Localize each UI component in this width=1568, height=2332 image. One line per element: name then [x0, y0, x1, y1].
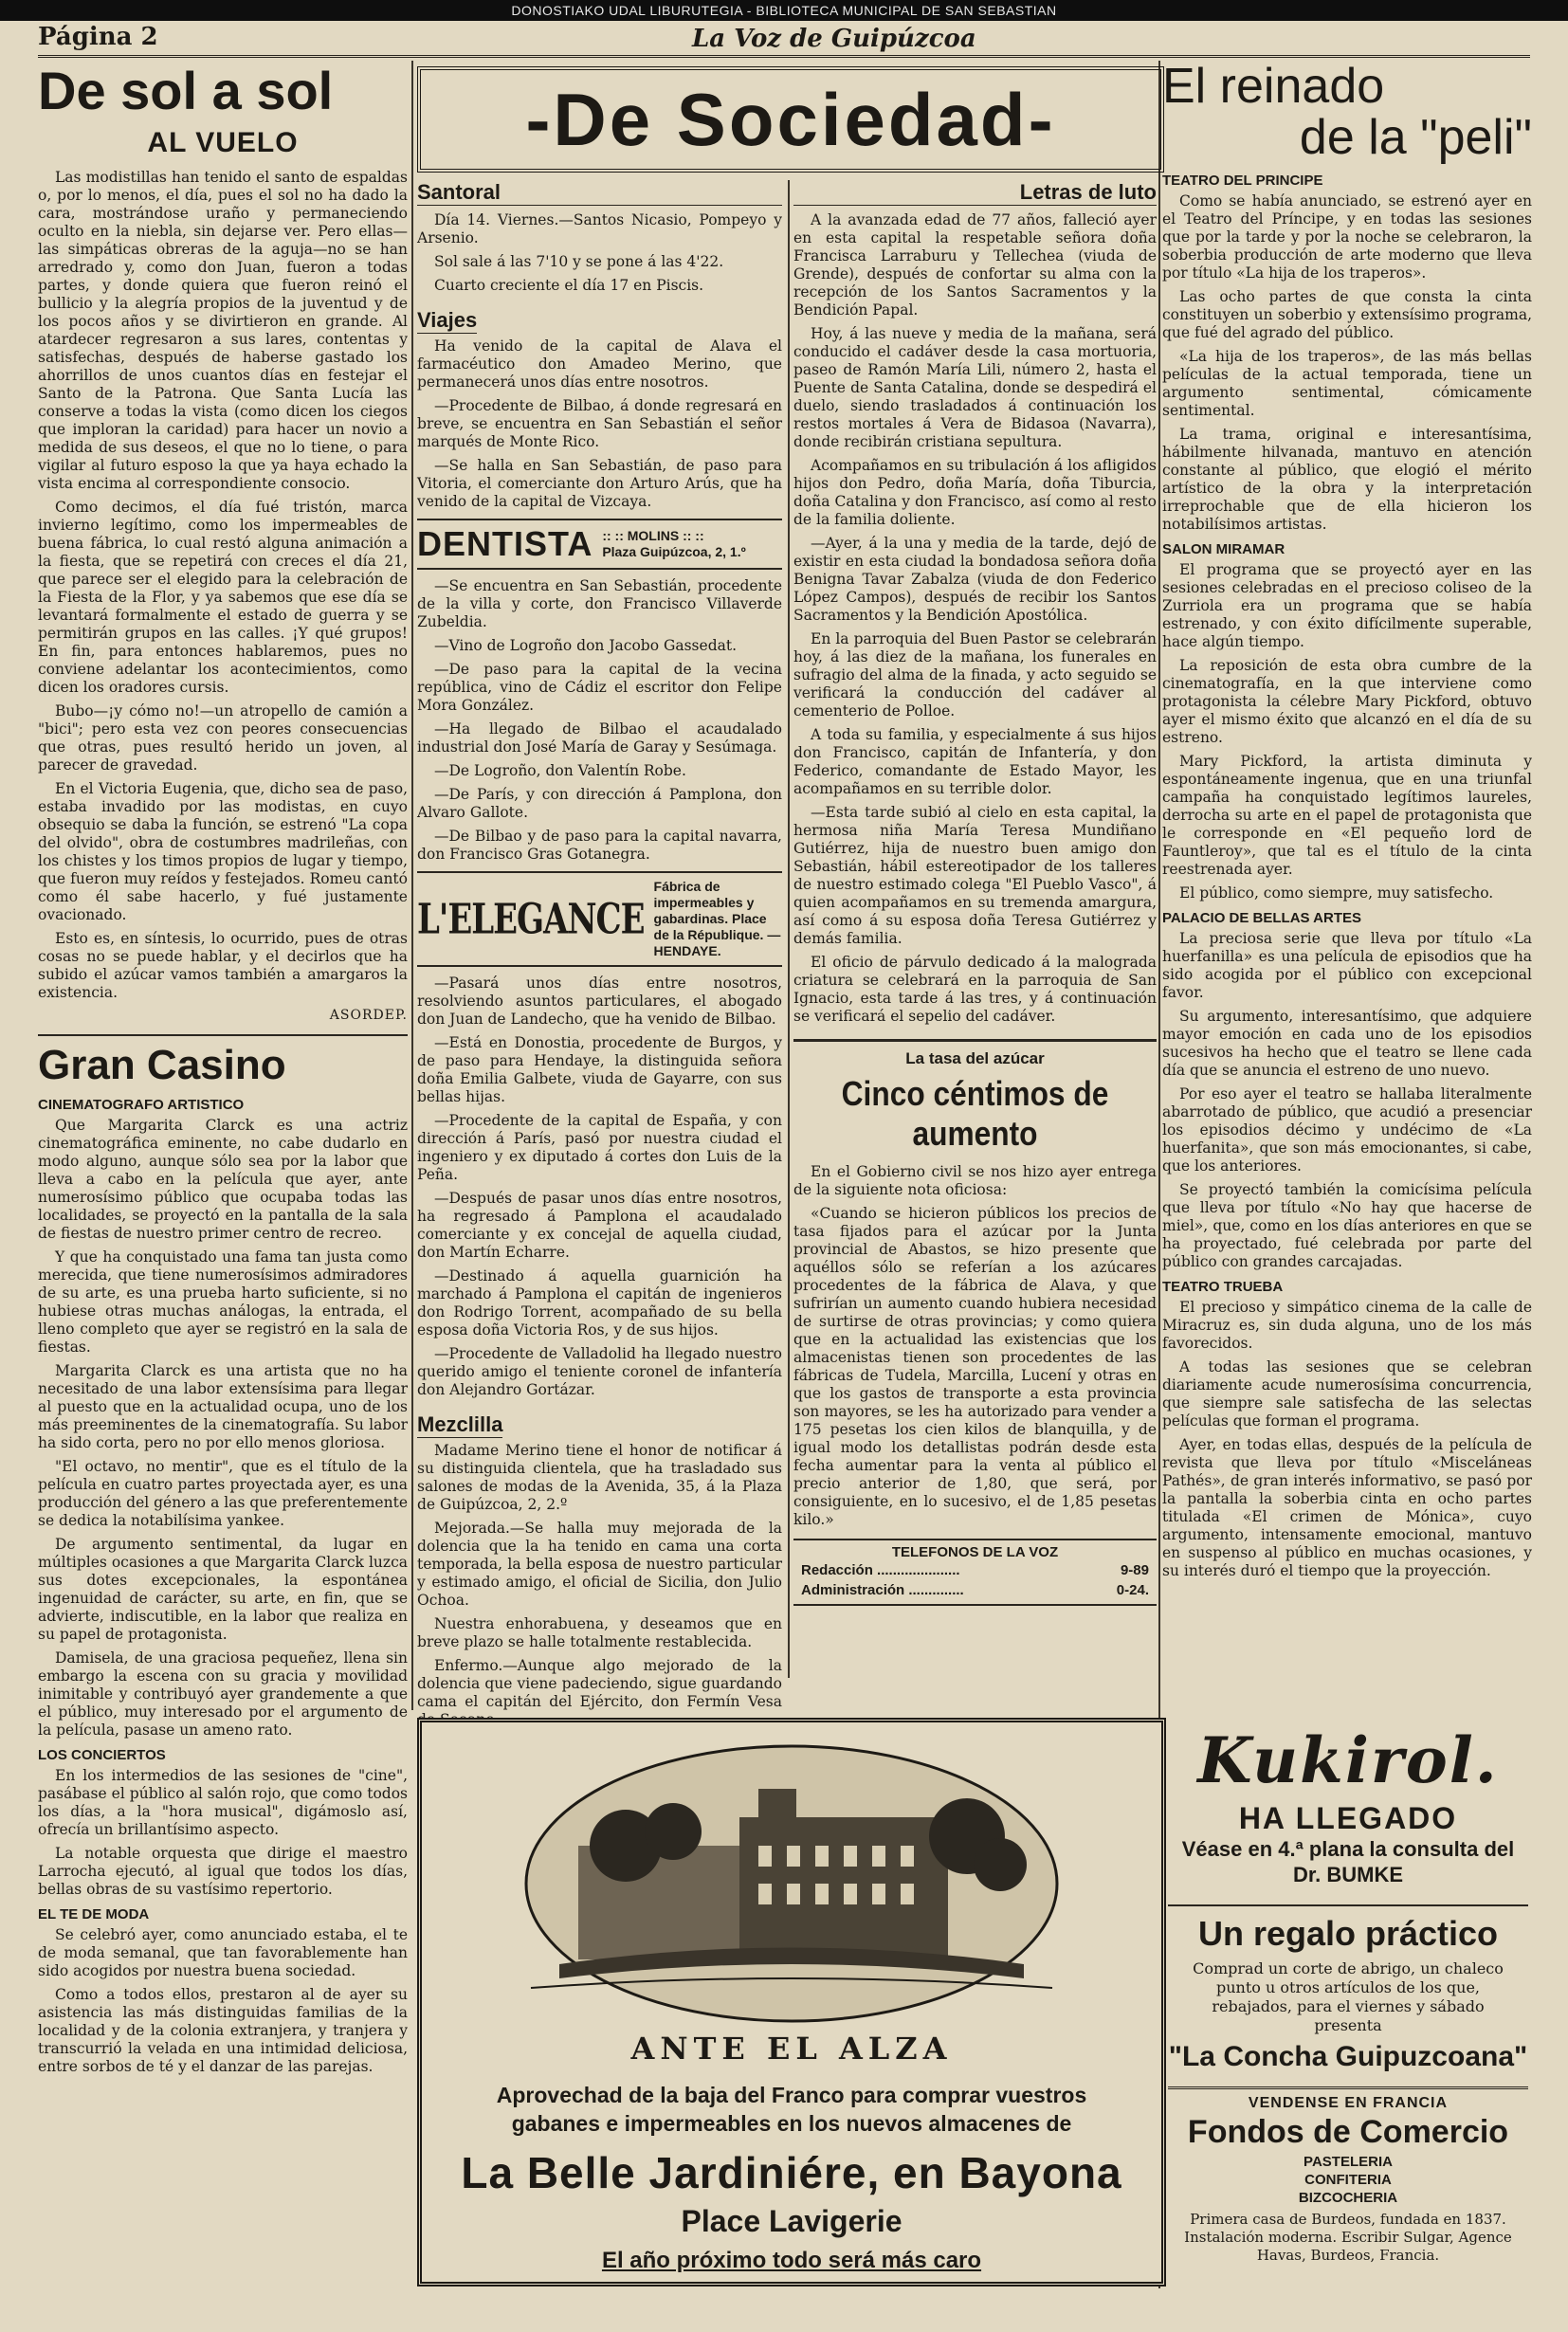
column-rule — [411, 61, 413, 1710]
viajes-heading: Viajes — [417, 308, 478, 332]
de-sociedad-banner — [417, 66, 1164, 173]
paragraph: Bubo—¡y cómo no!—un atropello de camión a "bici"; pero esta vez con peores consecuencias que otras, pues resultó herido un joven, al parecer de gravedad. — [38, 702, 408, 774]
santoral-heading: Santoral — [417, 180, 501, 204]
fondos-type: BIZCOCHERIA — [1298, 2190, 1398, 2206]
telefono-label: Redacción ..................... — [801, 1562, 960, 1578]
dentista-details — [602, 528, 745, 560]
reinado-title — [1162, 61, 1532, 163]
column-rule — [788, 180, 790, 1678]
belle-jardiniere-ad — [417, 1718, 1166, 2286]
paragraph: En los intermedios de las sesiones de "cine", pasábase el público al salón rojo, que como todos los días, a la "hora musical", digámoslo así, ofrecía un brillantísimo aspecto. — [38, 1767, 408, 1838]
paragraph: —Procedente de Valladolid ha llegado nuestro querido amigo el teniente coronel de infantería don Alejandro Gortázar. — [417, 1345, 782, 1398]
venden-heading: VENDENSE EN FRANCIA — [1168, 2086, 1528, 2112]
paragraph: Las modistillas han tenido el santo de espaldas o, por lo menos, el día, pues el sol no ha dado la cara, mostrándose uraño y permaneciendo oculto en la niebla, sin dejarse ver. Pero ellas—las simpáticas obreras de la aguja—no se han arredrado y, como don Juan, fueron a todas partes, y donde quiera que fueron reinó el bullicio y la alegría propios de la juventud y de los pocos años y se divirtieron en grande. Al atardecer regresaron a sus lares, contentas y satisfechas, después de haberse gastado los ahorrillos de unos cuantos días en festejar el Santo de la Patrona. Que Santa Lucía las conserve a todas la vista (como dicen los ciegos que imploran la caridad) para hacer un novio a medida de sus deseos, el que no lo tiene, o para vigilar al futuro esposo la que ya haya echado la vista encima al correspondiente consocio. — [38, 169, 408, 492]
column-reinado-peli — [1162, 61, 1532, 1701]
paragraph: Como decimos, el día fué tristón, marca invierno legítimo, como los impermeables de buena fábrica, lo cual restó alguna animación a la fiesta, que se repetirá con creces el día 21, que parece ser el elegido para la celebración de la Fiesta de la Flor, y ya sabemos que ese día se levantará formalmente el estado de guerra y se permitirán grupos en las calles. ¡Y qué grupos! En fin, para entonces hablaremos, pues no conviene adelantar los acontecimientos, como dicen los oradores cursis. — [38, 499, 408, 696]
paragraph: Acompañamos en su tribulación á los afligidos hijos don Pedro, doña María, doña Tiburcia, doña Catalina y don Francisco, así como al resto de la familia doliente. — [793, 457, 1157, 528]
paragraph: Y que ha conquistado una fama tan justa como merecida, que tiene numerosísimos admiradores de su arte, es una prueba harto suficiente, si no hubiese otras muchas análogas, la entrada, el lleno completo que ayer se registró en la sala de fiestas. — [38, 1248, 408, 1356]
kukirol-ad-column — [1168, 1718, 1528, 2279]
subsection-heading: TEATRO DEL PRINCIPE — [1162, 173, 1323, 189]
section-subtitle: AL VUELO — [147, 127, 299, 158]
subsection-heading: TEATRO TRUEBA — [1162, 1279, 1284, 1295]
telefono-number: 9-89 — [1120, 1562, 1149, 1578]
kukirol-headline: HA LLEGADO — [1238, 1801, 1458, 1835]
column-sociedad-right — [793, 180, 1157, 1683]
paragraph: Mary Pickford, la artista diminuta y espontáneamente ingenua, que en una triunfal campaña ha conquistado legítimos laureles, derrocha su arte en el papel de protagonista que le corresponde en «El pequeño lord de Fauntleroy», que tal es el título de la cinta reestrenada ayer. — [1162, 753, 1532, 878]
paragraph: «Cuando se hicieron públicos los precios de tasa fijados para el azúcar por la Junta provincial de Abastos, se hizo presente que aquéllos sólo se referían a los azúcares procedentes de la fábrica de Alava, y que sufrirían un aumento cuando hubiera necesidad de surtirse de otras provincias; y como quiera que en la actualidad las existencias que los almacenistas tienen son procedentes de las fábricas de Tudela, Marcilla, Lucení y otras en que los gastos de transporte a esta provincia son mayores, se les ha autorizado para vender a 175 pesetas los cien kilos de blanquilla, y de igual modo los detallistas podrán desde esta fecha aumentar para la venta al público el precio anterior de 1,80, que será, por consiguiente, en lo sucesivo, el de 1,85 pesetas kilo.» — [793, 1205, 1157, 1528]
ad-footer: El año próximo todo será más caro — [601, 2248, 982, 2273]
paragraph: La notable orquesta que dirige el maestro Larrocha ejecutó, al igual que todos los días, bellas obras de su vastísimo repertorio. — [38, 1845, 408, 1898]
ad-place: Place Lavigerie — [681, 2204, 903, 2238]
subsection-heading: PALACIO DE BELLAS ARTES — [1162, 910, 1362, 926]
paragraph: Su argumento, interesantísimo, que adquiere mayor emoción en cada uno de los episodios sucesivos ha hecho que el teatro se llene cada día que se anuncia el estreno de uno nuevo. — [1162, 1008, 1532, 1079]
paragraph: —Ha llegado de Bilbao el acaudalado industrial don José María de Garay y Sesúmaga. — [417, 720, 782, 756]
paragraph: Nuestra enhorabuena, y deseamos que en breve plazo se halle totalmente restablecida. — [417, 1615, 782, 1650]
paragraph: —Se encuentra en San Sebastián, procedente de la villa y corte, don Francisco Villaverde Zubeldia. — [417, 577, 782, 630]
paragraph: Día 14. Viernes.—Santos Nicasio, Pompeyo y Arsenio. — [417, 211, 782, 246]
paragraph: De argumento sentimental, da lugar en múltiples ocasiones a que Margarita Clarck luzca sus dotes excepcionales, la espontánea ingenuidad de carácter, su arte, en fin, que se advierte, indiscutible, en la labor que realiza en su papel de protagonista. — [38, 1536, 408, 1643]
paragraph: «La hija de los traperos», de las más bellas películas de la actual temporada, tiene un argumento sentimental, cómicamente sentimental. — [1162, 348, 1532, 419]
concha-name: "La Concha Guipuzcoana" — [1168, 2041, 1528, 2072]
paragraph: —Procedente de la capital de España, y con dirección á París, pasó por nuestra ciudad el ingeniero y ex diputado á cortes don Luis de la Peña. — [417, 1112, 782, 1183]
elegance-text: Fábrica de impermeables y gabardinas. Place de la République. — HENDAYE. — [653, 879, 781, 958]
paragraph: —De París, y con dirección á Pamplona, don Alvaro Gallote. — [417, 786, 782, 821]
telefono-row — [793, 1580, 1157, 1600]
paragraph: —Destinado á aquella guarnición ha marchado á Pamplona el capitán de ingenieros don Rodrigo Torrent, acompañado de su bella esposa doña Victoria Ros, y de sus hijos. — [417, 1267, 782, 1339]
ad-headline: ANTE EL ALZA — [630, 2031, 953, 2067]
paragraph: El público, como siempre, muy satisfecho. — [1179, 884, 1494, 902]
paragraph: Que Margarita Clarck es una actriz cinematográfica eminente, no cabe dudarlo en modo alguno, aunque sólo sea por la labor que lleva a cabo en la película que ayer, ante numerosísimo público que ocupaba todas las localidades, se proyectó en la pantalla de la sala de fiestas de nuestro primer centro de recreo. — [38, 1117, 408, 1242]
dentista-ad — [417, 519, 782, 570]
paragraph: Cuarto creciente el día 17 en Piscis. — [434, 277, 704, 294]
column-sociedad-left — [417, 180, 782, 1710]
subsection-heading: CINEMATOGRAFO ARTISTICO — [38, 1097, 245, 1113]
paragraph: —Esta tarde subió al cielo en esta capital, la hermosa niña María Teresa Mundiñano Gutiérrez, hija de nuestro buen amigo don Sebastián, hábil estereotipador de los talleres de nuestro estimado colega "El Pueblo Vasco", á quien acompañamos en su tremenda amargura, así como á su esposa doña Teresa Gutiérrez y demás familia. — [793, 804, 1157, 947]
dentista-label: DENTISTA — [417, 524, 593, 563]
paragraph: —Procedente de Bilbao, á donde regresará en breve, se encuentra en San Sebastián el señor marqués de Monte Rico. — [417, 397, 782, 450]
paragraph: En el Gobierno civil se nos hizo ayer entrega de la siguiente nota oficiosa: — [793, 1163, 1157, 1198]
mezclilla-heading: Mezclilla — [417, 1412, 503, 1436]
tasa-headline: Cinco céntimos de aumento — [841, 1074, 1109, 1153]
elegance-logo: L'ELEGANCE — [417, 894, 645, 944]
paragraph: —Está en Donostia, procedente de Burgos, y de paso para Hendaye, la distinguida señora doña Emilia Galbete, viuda de Gayarre, con sus bellas hijas. — [417, 1034, 782, 1105]
tasa-kicker: La tasa del azúcar — [793, 1039, 1157, 1068]
paragraph: —Pasará unos días entre nosotros, resolviendo asuntos particulares, el abogado don Juan de Landecho, que ha venido de Bilbao. — [417, 975, 782, 1028]
fondos-text: Primera casa de Burdeos, fundada en 1837. Instalación moderna. Escribir Sulgar, Agence Havas, Burdeos, Francia. — [1184, 2211, 1512, 2264]
kukirol-text: Véase en 4.ª plana la consulta del Dr. BUMKE — [1181, 1837, 1515, 1886]
signature: ASORDEP. — [329, 1008, 408, 1023]
paragraph: El programa que se proyectó ayer en las sesiones celebradas en el precioso coliseo de la Zurriola era un programa que se había estrenado, y con éxito difícilmente superable, hace algún tiempo. — [1162, 561, 1532, 650]
paragraph: Hoy, á las nueve y media de la mañana, será conducido el cadáver desde la casa mortuoria, paseo de Ramón María Lili, número 2, hasta el Puente de Santa Catalina, donde se despedirá el duelo, siendo trasladados á continuación los restos mortales á Vera de Bidasoa (Navarra), donde recibirán cristiana sepultura. — [793, 325, 1157, 450]
paragraph: A todas las sesiones que se celebran diariamente acude numerosísima concurrencia, que siempre sale satisfecha de las selectas películas que forman el programa. — [1162, 1358, 1532, 1430]
section-title: De sol a sol — [38, 61, 334, 120]
paper-name: La Voz de Guipúzcoa — [692, 25, 976, 53]
subsection-heading: SALON MIRAMAR — [1162, 541, 1285, 557]
ad-store-name: La Belle Jardiniére, en Bayona — [461, 2148, 1122, 2197]
letras-de-luto-heading: Letras de luto — [1019, 180, 1157, 204]
paragraph: A la avanzada edad de 77 años, falleció ayer en esta capital la respetable señora doña Francisca Larraburu y Tellechea (viuda de Grende), después de confortar su alma con la recepción de los Santos Sacramentos y la Bendición Papal. — [793, 211, 1157, 319]
section-row — [793, 180, 1157, 206]
paragraph: A toda su familia, y especialmente á sus hijos don Francisco, capitán de Infantería, y don Federico, comandante de Estado Mayor, les acompañamos en su terrible dolor. — [793, 726, 1157, 797]
paragraph: Ayer, en todas ellas, después de la película de revista que lleva por título «Misceláneas Pathés», de gran interés informativo, se pasó por la pantalla la soberbia cinta en ocho partes titulada «El crimen de Mónica», cuyo argumento, intensamente emocional, mantuvo en suspenso al público en muchas ocasiones, y su interés duró el tiempo que la proyección. — [1162, 1436, 1532, 1579]
telefonos-box — [793, 1539, 1157, 1606]
library-credit: DONOSTIAKO UDAL LIBURUTEGIA - BIBLIOTECA MUNICIPAL DE SAN SEBASTIAN — [0, 0, 1568, 21]
paragraph: El precioso y simpático cinema de la calle de Miracruz es, sin duda alguna, uno de los más favorecidos. — [1162, 1299, 1532, 1352]
paragraph: —De Logroño, don Valentín Robe. — [434, 762, 686, 779]
paragraph: Mejorada.—Se halla muy mejorada de la dolencia que la ha tenido en cama una corta temporada, la bella esposa de nuestro particular y estimado amigo, el oficial de Sicilia, don Julio Ochoa. — [417, 1520, 782, 1609]
paragraph: —Vino de Logroño don Jacobo Gassedat. — [434, 637, 738, 654]
fondos-type: CONFITERIA — [1304, 2172, 1392, 2188]
paragraph: Margarita Clarck es una artista que no ha necesitado de una labor extensísima para llegar al puesto que en la actualidad ocupa, uno de los más preeminentes de la cinematografía. Su labor ha sido corta, pero no por ello menos gloriosa. — [38, 1362, 408, 1451]
column-de-sol-a-sol — [38, 61, 408, 2294]
subsection-heading: LOS CONCIERTOS — [38, 1747, 166, 1763]
paragraph: Como a todos ellos, prestaron al de ayer su asistencia las más distinguidas familias de la localidad y de la colonia extranjera, y tranjera y transcurrió la velada en una intimidad deliciosa, entre sorbos de té y el danzar de las parejas. — [38, 1986, 408, 2075]
paragraph: —De paso para la capital de la vecina república, vino de Cádiz el escritor don Felipe Mora González. — [417, 661, 782, 714]
paragraph: En el Victoria Eugenia, que, dicho sea de paso, estaba invadido por las modistas, en cuyo obsequio se daba la función, se estrenó "La copa del olvido", obra de costumbres madrileñas, con los chistes y los timos propios de lugar y tiempo, que fueron muy reídos y festejados. Romeu cantó como él sabe hacerlo, y fué justamente ovacionado. — [38, 780, 408, 923]
paragraph: Damisela, de una graciosa pequeñez, llena sin embargo la escena con su gracia y movilidad inimitable y contribuyó ayer grandemente a que el público, muy interesado por el argumento de la película, pasase un ameno rato. — [38, 1649, 408, 1739]
telefonos-title: TELEFONOS DE LA VOZ — [891, 1544, 1059, 1560]
paragraph: —Se halla en San Sebastián, de paso para Vitoria, el comerciante don Arturo Arús, que ha venido de la capital de Vizcaya. — [417, 457, 782, 510]
ad-copy: Aprovechad de la baja del Franco para comprar vuestros gabanes e impermeables en los nuevos almacenes de — [496, 2083, 1087, 2136]
elegance-ad — [417, 871, 782, 967]
fondos-headline: Fondos de Comercio — [1187, 2114, 1509, 2150]
paragraph: Sol sale á las 7'10 y se pone á las 4'22. — [434, 253, 724, 270]
paragraph: —Ayer, á la una y media de la tarde, dejó de existir en esta ciudad la bondadosa señora doña Benigna Tavar Zabalza (viuda de don Federico López Campos), después de recibir los Santos Sacramentos y la Bendición Apostólica. — [793, 535, 1157, 624]
paragraph: Ha venido de la capital de Alava el farmacéutico don Amadeo Merino, que permanecerá unos días entre nosotros. — [417, 337, 782, 391]
subsection-heading: EL TE DE MODA — [38, 1906, 150, 1922]
dentista-name: :: :: MOLINS :: :: — [602, 528, 704, 543]
paragraph: —Después de pasar unos días entre nosotros, ha regresado á Pamplona el acaudalado comerciante y ex concejal de aquella ciudad, don Martín Echarre. — [417, 1190, 782, 1261]
paragraph: —De Bilbao y de paso para la capital navarra, don Francisco Gras Gotanegra. — [417, 828, 782, 863]
fondos-type: PASTELERIA — [1304, 2154, 1393, 2170]
paragraph: Se celebró ayer, como anunciado estaba, el te de moda semanal, que tan favorablemente han sido acogidos por nuestra buena sociedad. — [38, 1926, 408, 1979]
telefono-row — [793, 1560, 1157, 1580]
paragraph: Por eso ayer el teatro se hallaba literalmente abarrotado de público, que acudió a presenciar los episodios décimo y undécimo de «La huerfanita», que son más emocionantes, si cabe, que los anteriores. — [1162, 1085, 1532, 1175]
gran-casino-title: Gran Casino — [38, 1034, 408, 1089]
building-illustration — [521, 1741, 1062, 2026]
paragraph: "El octavo, no mentir", que es el título de la película en cuatro partes proyectada ayer, es una producción del género a las que preferentemente se dedica la notabilísima yankee. — [38, 1458, 408, 1529]
running-head — [38, 21, 1530, 58]
title-line: El reinado — [1162, 59, 1385, 114]
regalo-text: Comprad un corte de abrigo, un chaleco punto u otros artículos de los que, rebajados, para el viernes y sábado presenta — [1193, 1959, 1504, 2034]
telefono-number: 0-24. — [1116, 1582, 1149, 1598]
paragraph: En la parroquia del Buen Pastor se celebrarán hoy, á las diez de la mañana, los funerales en sufragio del alma de la finada, y acto seguido se verificará la conducción del cadáver al cementerio de Polloe. — [793, 630, 1157, 720]
paragraph: Como se había anunciado, se estrenó ayer en el Teatro del Príncipe, y en todas las sesiones que por la tarde y por la noche se celebraron, la soberbia producción de arte moderno que lleva por título «La hija de los traperos». — [1162, 192, 1532, 282]
regalo-headline: Un regalo práctico — [1168, 1904, 1528, 1954]
paragraph: El oficio de párvulo dedicado á la malograda criatura se celebrará en la parroquia de San Ignacio, esta tarde á las tres, y á continuación se verificará el sepelio del cadáver. — [793, 954, 1157, 1025]
telefono-label: Administración .............. — [801, 1582, 964, 1598]
dentista-address: Plaza Guipúzcoa, 2, 1.º — [602, 544, 746, 559]
paragraph: Se proyectó también la comicísima película que lleva por título «No hay que hacerse de miel», que, como en los días anteriores en que se ha proyectado, fué celebrada por parte del público con grandes carcajadas. — [1162, 1181, 1532, 1270]
paragraph: Esto es, en síntesis, lo ocurrido, pues de otras cosas no se puede hablar, y el decirlos que ha subido el azúcar vamos también a amargaros la existencia. — [38, 930, 408, 1001]
page-number: Página 2 — [38, 23, 158, 51]
paragraph: La preciosa serie que lleva por título «La huerfanilla» es una película de episodios que ha sido acogida por el público con excepcional favor. — [1162, 930, 1532, 1001]
title-line: de la "peli" — [1299, 110, 1532, 165]
banner-title: -De Sociedad- — [525, 78, 1056, 161]
paragraph: La trama, original e interesantísima, hábilmente hilvanada, mantuvo en atención constante al público, que elogió el mérito artístico de la obra y la interpretación irreprochable que de ella hicieron los notabilísimos artistas. — [1162, 426, 1532, 533]
paragraph: Las ocho partes de que consta la cinta constituyen un soberbio y extensísimo programa, que fué del agrado del público. — [1162, 288, 1532, 341]
section-row — [417, 180, 782, 206]
paragraph: Madame Merino tiene el honor de notificar á su distinguida clientela, que ha trasladado sus salones de modas de la Avenida, 35, á la Plaza de Guipúzcoa, 2, 2.º — [417, 1442, 782, 1513]
paragraph: La reposición de esta obra cumbre de la cinematografía, en la que interviene como protagonista la célebre Mary Pickford, obtuvo ayer el mismo éxito que alcanzó en el día de su estreno. — [1162, 657, 1532, 746]
paragraph: Enfermo.—Aunque algo mejorado de la dolencia que viene padeciendo, sigue guardando cama el capitán del Ejército, don Fermín Vesa — [417, 1657, 782, 1710]
kukirol-logo: Kukirol. — [1197, 1723, 1499, 1797]
